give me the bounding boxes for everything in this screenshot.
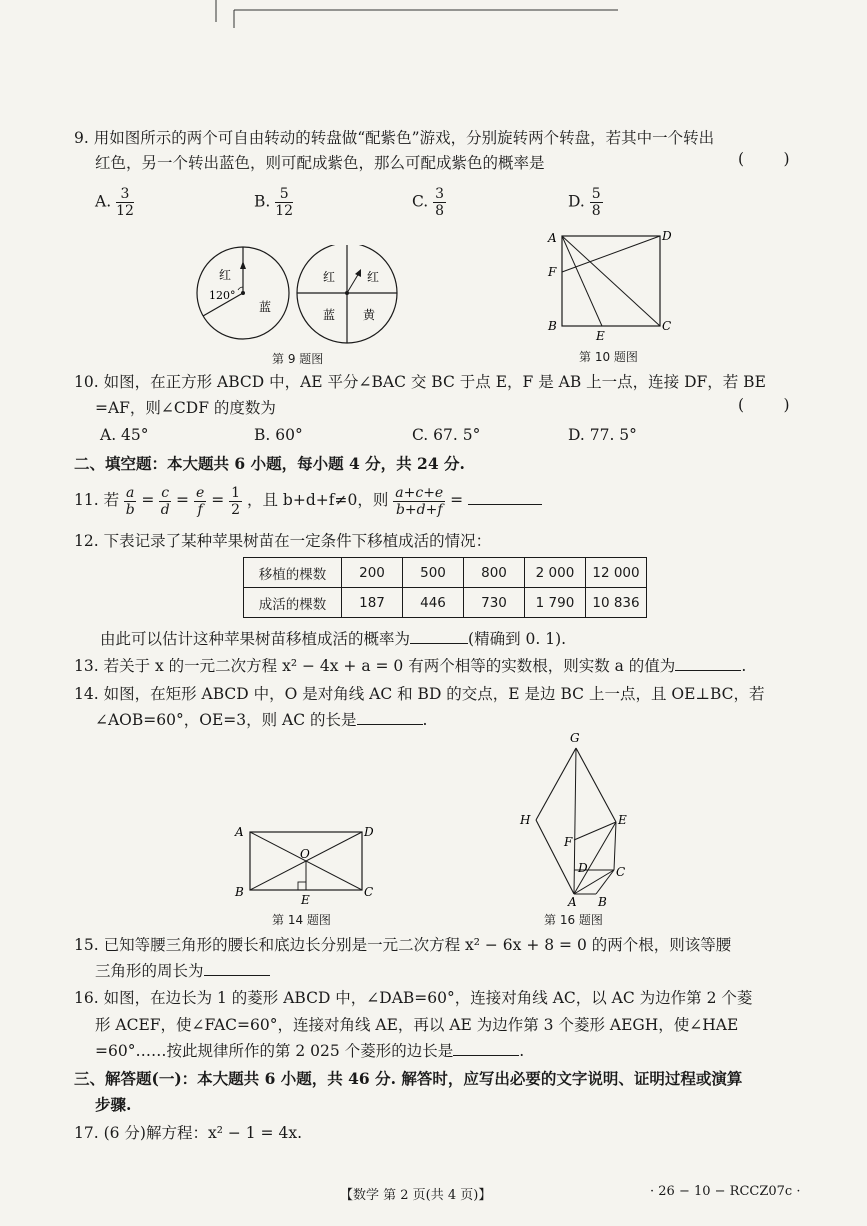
table-cell: 10 836 [586,588,647,618]
q12-text: 12. 下表记录了某种苹果树苗在一定条件下移植成活的情况： [74,532,492,550]
table-cell: 200 [342,558,403,588]
table-cell: 730 [464,588,525,618]
q13-answer-blank [675,670,741,671]
q9-figure-spinners [195,245,435,345]
spinner2-yellow-label: 黄 [363,308,376,322]
label-C: C [662,319,672,333]
header-lines [200,0,630,30]
option-label: D. [568,192,585,211]
label-B: B [235,885,244,899]
q11-answer-blank [468,504,542,505]
q10-fig-caption: 第 10 题图 [579,350,638,364]
fraction: $\frac{e}{f}$ [195,484,205,518]
q15-answer-blank [204,975,270,976]
label-E: E [596,329,605,343]
q16-answer-blank [453,1055,519,1056]
q14-figure-rectangle [230,820,380,912]
label-D: D [364,825,374,839]
q16-line2: 形 ACEF，使∠FAC=60°，连接对角线 AE，再以 AE 为边作第 3 个菱形 AEGH，使∠HAE [95,1016,739,1034]
q9-option-a [95,186,134,219]
row-header: 成活的棵数 [244,588,342,618]
row-header: 移植的棵数 [244,558,342,588]
q12-answer-blank [410,643,468,644]
spinner2-blue-label: 蓝 [323,308,336,322]
label-A: A [235,825,244,839]
label-F: F [548,265,557,279]
q14-line1: 14. 如图，在矩形 ABCD 中，O 是对角线 AC 和 BD 的交点，E 是边 BC 上一点，且 OE⊥BC，若 [74,685,765,703]
spinner-2 [297,245,397,343]
q16-line1: 16. 如图，在边长为 1 的菱形 ABCD 中，∠DAB=60°，连接对角线 AC，以 AC 为边作第 2 个菱 [74,989,753,1007]
fraction: $\frac{3}{12}$ [116,186,134,219]
q10-line1: 10. 如图，在正方形 ABCD 中，AE 平分∠BAC 交 BC 于点 E，F 是 AB 上一点，连接 DF，若 BE [74,373,766,391]
fraction: $\frac{a}{b}$ [125,484,135,518]
table-row [244,588,647,618]
option-label: C. [412,192,429,211]
spinner1-red-label: 红 [219,268,232,282]
footer-page-info: 【数学 第 2 页(共 4 页)】 [340,1188,492,1203]
section3-heading-line1: 三、解答题(一)：本大题共 6 小题，共 46 分. 解答时，应写出必要的文字说明、证明过程或演算 [74,1069,743,1088]
q14-answer-blank [357,724,423,725]
table-cell: 500 [403,558,464,588]
table-cell: 800 [464,558,525,588]
q13-line: 13. 若关于 x 的一元二次方程 x² − 4x + a = 0 有两个相等的实数根，则实数 a 的值为 . [74,657,747,675]
q9-line1: 9. 用如图所示的两个可自由转动的转盘做“配紫色”游戏，分别旋转两个转盘，若其中一个转出 [74,129,715,147]
label-O: O [300,847,310,861]
label-D: D [662,229,672,243]
q9-option-d [568,186,603,219]
q16-fig-caption: 第 16 题图 [544,913,603,927]
fraction: $\frac{5}{12}$ [275,186,294,219]
q12-after-text: 由此可以估计这种苹果树苗移植成活的概率为 (精确到 0. 1). [100,630,567,648]
table-cell: 187 [342,588,403,618]
table-row [244,558,647,588]
label-E: E [301,893,310,907]
q16-figure-rhombi [512,730,642,910]
section2-heading: 二、填空题：本大题共 6 小题，每小题 4 分，共 24 分. [74,454,465,473]
fraction: $\frac{5}{8}$ [591,186,601,219]
q17-text: 17. (6 分)解方程：x² − 1 = 4x. [74,1124,302,1142]
q16-line3: =60°……按此规律所作的第 2 025 个菱形的边长是 . [95,1042,525,1060]
q14-line2: ∠AOB=60°，OE=3，则 AC 的长是 . [95,711,428,729]
label-A: A [568,895,577,909]
option-label: A. [95,192,112,211]
fraction: $\frac{3}{8}$ [435,186,445,219]
footer-code: · 26 − 10 − RCCZ07c · [650,1184,801,1199]
label-E: E [618,813,627,827]
q11-line: 11. 若 $\frac{a}{b}$ = $\frac{c}{d}$ = $\frac{e}{f}$ = $\frac{1}{2}$ ，且 b+d+f≠0，则 $\frac{a+c+e}{b+d+f}$ = [74,482,542,518]
q9-option-b [254,186,293,219]
label-D: D [578,861,588,875]
q15-line1: 15. 已知等腰三角形的腰长和底边长分别是一元二次方程 x² − 6x + 8 = 0 的两个根，则该等腰 [74,936,732,954]
q9-line2: 红色，另一个转出蓝色，则可配成紫色，那么可配成紫色的概率是 [95,154,545,172]
table-cell: 1 790 [525,588,586,618]
spinner2-red2-label: 红 [367,270,380,284]
label-A: A [548,231,557,245]
q10-answer-paren: ( ) [738,396,790,414]
table-cell: 446 [403,588,464,618]
q10-option-c: C. 67. 5° [412,426,481,444]
label-B: B [598,895,607,909]
label-C: C [616,865,626,879]
label-B: B [548,319,557,333]
spinner2-red1-label: 红 [323,270,336,284]
label-F: F [564,835,573,849]
q10-option-d: D. 77. 5° [568,426,637,444]
spinner1-angle-label: 120° [209,289,236,302]
table-cell: 12 000 [586,558,647,588]
q12-table [243,557,647,618]
fraction: $\frac{1}{2}$ [231,484,241,518]
table-cell: 2 000 [525,558,586,588]
label-H: H [520,813,531,827]
q10-option-a: A. 45° [100,426,149,444]
spinner1-blue-label: 蓝 [259,300,272,314]
label-C: C [364,885,374,899]
fraction: $\frac{a+c+e}{b+d+f}$ [395,484,444,518]
label-G: G [570,731,580,745]
fraction: $\frac{c}{d}$ [160,484,170,518]
option-label: B. [254,192,271,211]
q14-fig-caption: 第 14 题图 [272,913,331,927]
q15-line2: 三角形的周长为 [95,960,270,982]
q10-option-b: B. 60° [254,426,303,444]
spinner-1 [197,247,289,339]
q10-line2: =AF，则∠CDF 的度数为 [95,399,276,417]
q9-option-c [412,186,446,219]
q9-fig-caption: 第 9 题图 [272,352,324,366]
section3-heading-line2: 步骤. [95,1095,132,1114]
q10-figure-square [540,226,680,346]
q9-answer-paren: ( ) [738,150,790,168]
